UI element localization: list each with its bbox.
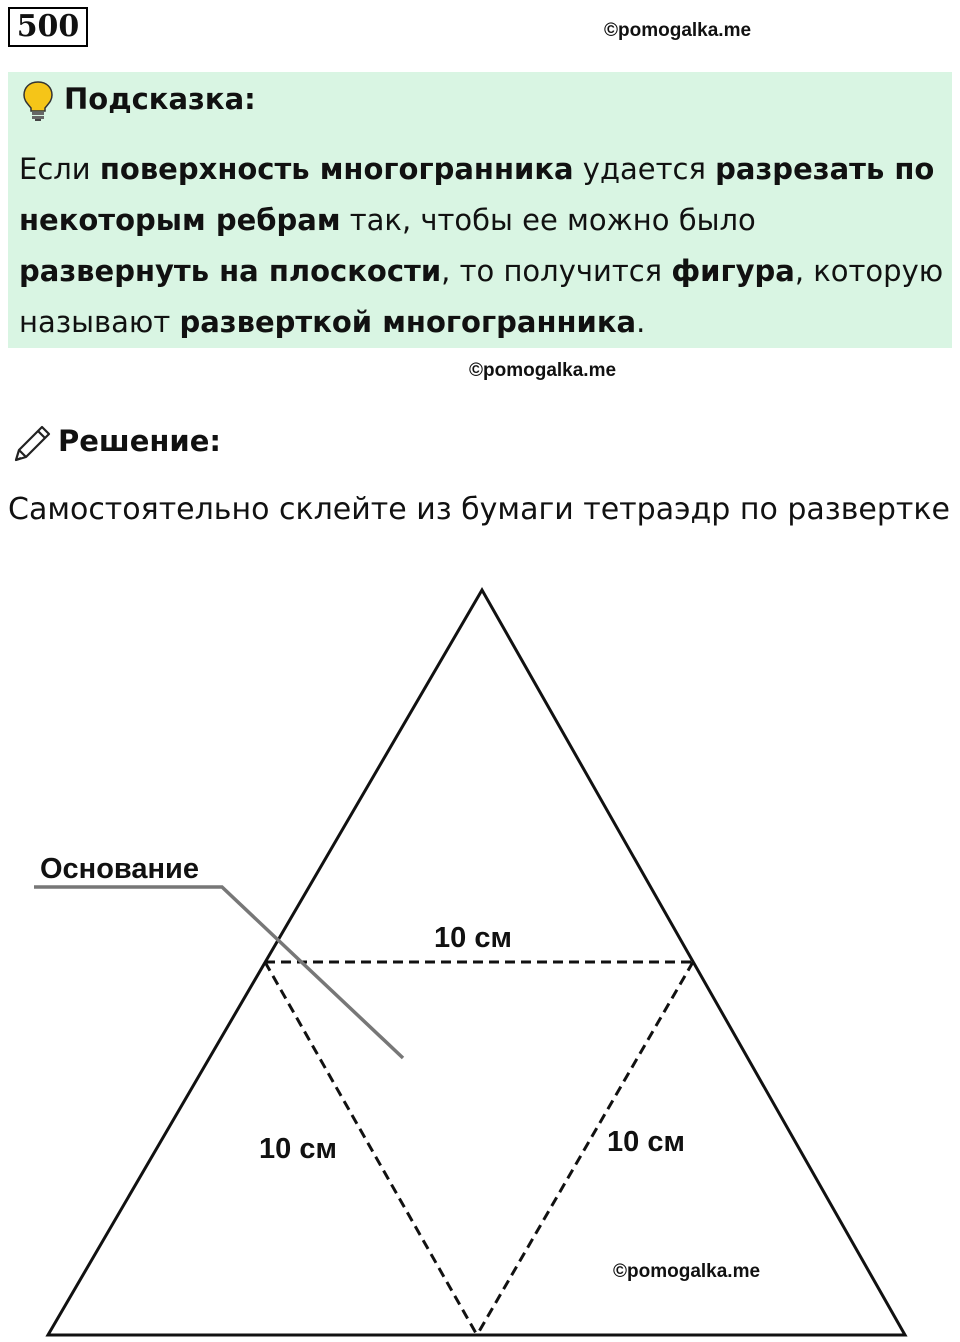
edge-label-left: 10 см bbox=[259, 1133, 337, 1165]
pencil-icon bbox=[10, 422, 54, 466]
problem-number: 500 bbox=[8, 7, 88, 47]
hint-term: развернуть на плоскости bbox=[19, 254, 442, 288]
hint-fragment: , которую называют bbox=[19, 254, 944, 339]
hint-fragment: Если bbox=[19, 152, 100, 186]
hint-term: фигура bbox=[671, 254, 795, 288]
hint-term: разверткой многогранника bbox=[179, 305, 637, 339]
base-label: Основание bbox=[40, 853, 199, 885]
hint-term: разрезать по некоторым ребрам bbox=[19, 152, 935, 237]
hint-box bbox=[8, 72, 952, 348]
solution-text: Самостоятельно склейте из бумаги тетраэдр по развертке bbox=[8, 492, 950, 527]
base-pointer-line bbox=[34, 887, 403, 1058]
lightbulb-icon bbox=[22, 80, 54, 122]
hint-fragment: удается bbox=[573, 152, 716, 186]
hint-fragment: , то получится bbox=[441, 254, 672, 288]
watermark-middle: ©pomogalka.me bbox=[469, 360, 617, 381]
hint-fragment: . bbox=[636, 305, 646, 339]
hint-title: Подсказка: bbox=[64, 82, 256, 116]
hint-fragment: так, чтобы ее можно было bbox=[340, 203, 756, 237]
hint-term: поверхность многогранника bbox=[99, 152, 574, 186]
tetrahedron-net bbox=[0, 560, 960, 1342]
watermark-top: ©pomogalka.me bbox=[604, 20, 752, 41]
watermark-bottom: ©pomogalka.me bbox=[613, 1261, 761, 1282]
edge-label-top: 10 см bbox=[434, 922, 512, 954]
hint-text bbox=[19, 144, 949, 348]
edge-label-right: 10 см bbox=[607, 1126, 685, 1158]
solution-title: Решение: bbox=[58, 424, 222, 458]
